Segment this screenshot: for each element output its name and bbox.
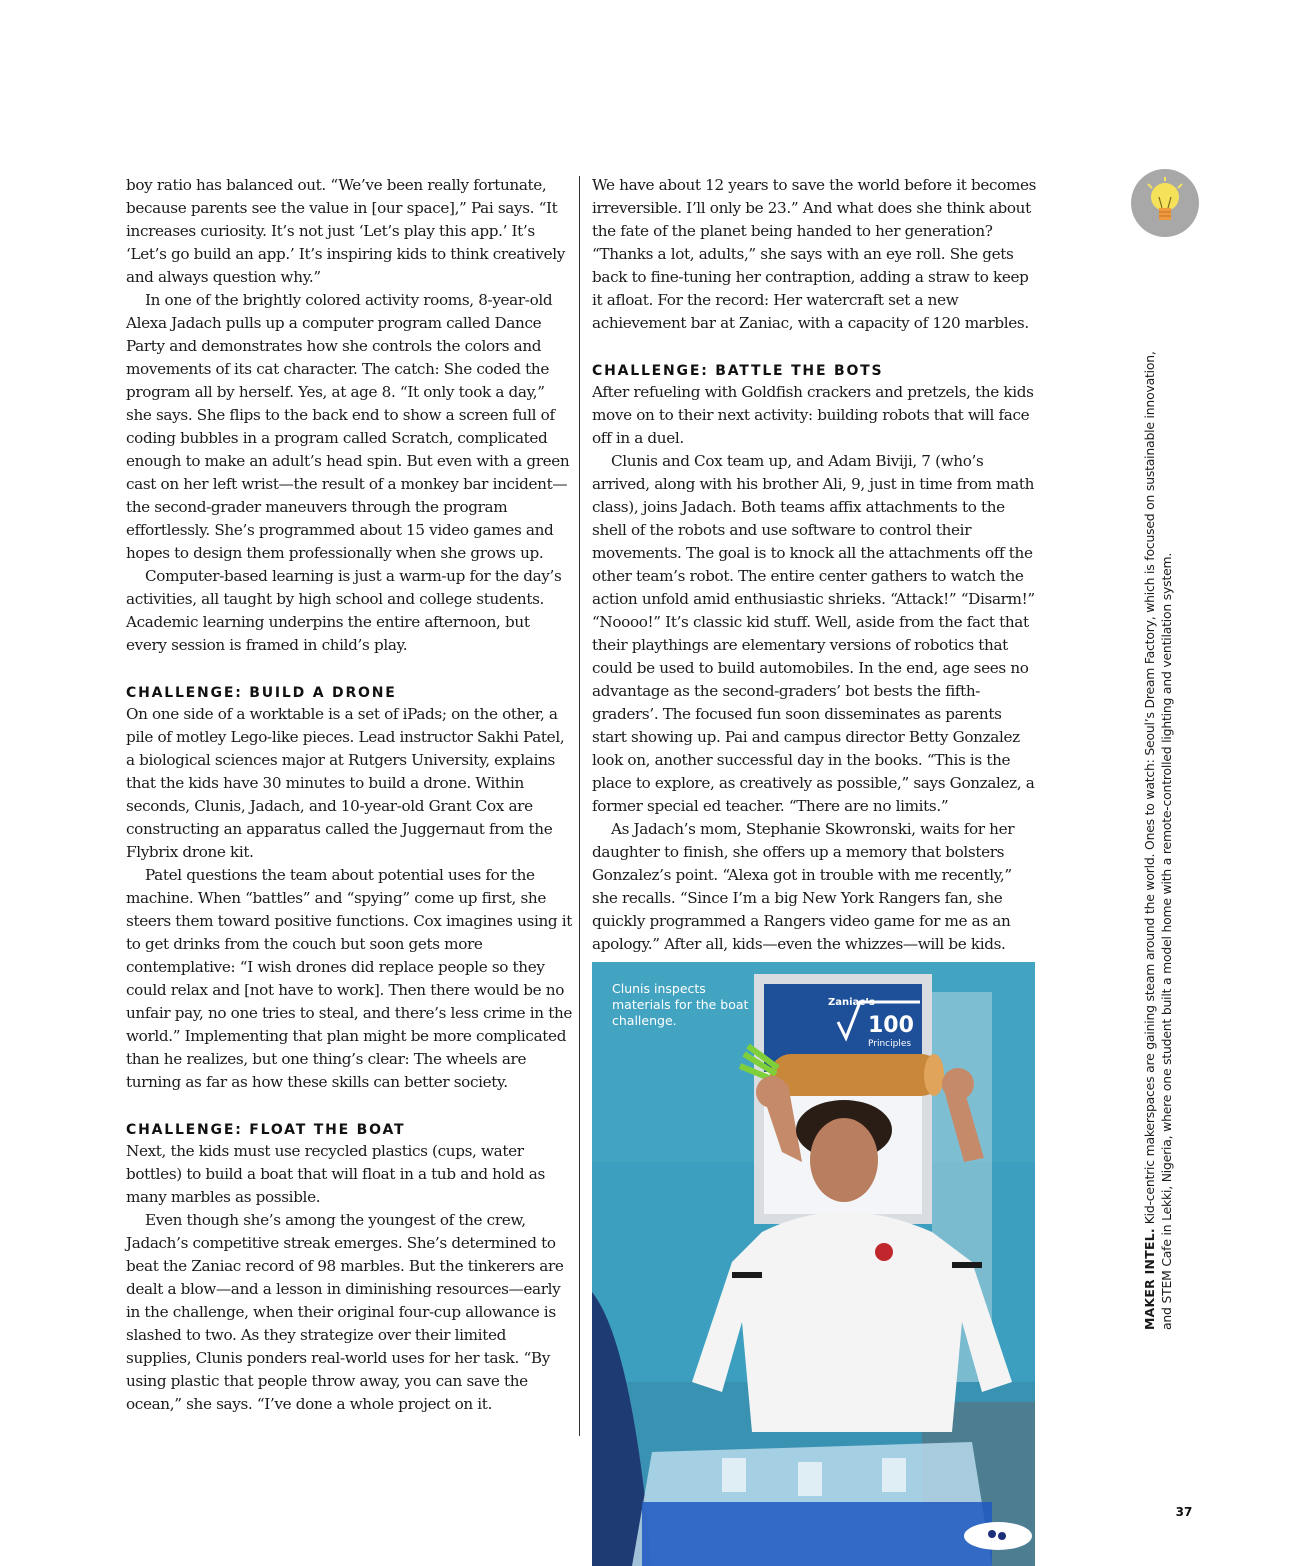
- poster-subtitle: Principles: [868, 1039, 912, 1049]
- section-heading-bots: CHALLENGE: BATTLE THE BOTS: [592, 363, 884, 379]
- paragraph: Computer-based learning is just a warm-up for the day’s activities, all taught by high school and college students. Academic learning underpins the entire afternoon, but every session is framed in child’s play.: [126, 567, 562, 654]
- paragraph: Clunis and Cox team up, and Adam Biviji, 7 (who’s arrived, along with his brother Ali, 9, just in time from math class), joins Jadach. Both teams affix attachments to the shell of the robots and use software to control their movements. The goal is to knock all the attachments off the other team’s robot. The entire center gathers to watch the action unfold amid enthusiastic shrieks. “Attack!” “Disarm!” “Noooo!” It’s classic kid stuff. Well, aside from the fact that their playthings are elementary versions of robotics that could be used to build automobiles. In the end, age sees no advantage as the second-graders’ bot bests the fifth-graders’. The focused fun soon disseminates as parents start showing up. Pai and campus director Betty Gonzalez look on, another successful day in the books. “This is the place to explore, as creatively as possible,” says Gonzalez, a former special ed teacher. “There are no limits.”: [592, 452, 1035, 815]
- section-heading-drone: CHALLENGE: BUILD A DRONE: [126, 685, 397, 701]
- section-heading-boat: CHALLENGE: FLOAT THE BOAT: [126, 1122, 406, 1138]
- poster-brand: Zaniac’s: [828, 997, 875, 1008]
- paragraph: On one side of a worktable is a set of iPads; on the other, a pile of motley Lego-like pieces. Lead instructor Sakhi Patel, a biological sciences major at Rutgers University, explains that the kids have 30 minutes to build a drone. Within seconds, Clunis, Jadach, and 10-year-old Grant Cox are constructing an apparatus called the Juggernaut from the Flybrix drone kit.: [126, 705, 565, 861]
- paragraph: Patel questions the team about potential uses for the machine. When “battles” and “spying” come up first, she steers them toward positive functions. Cox imagines using it to get drinks from the couch but soon gets more contemplative: “I wish drones did replace people so they could relax and [not have to work]. Then there would be no unfair pay, no one tries to steal, and there’s less crime in the world.” Implementing that plan might be more complicated than he realizes, but one thing’s clear: The wheels are turning as far as how these skills can better society.: [126, 866, 573, 1091]
- sidebar-body: Kid-centric makerspaces are gaining steam around the world. Ones to watch: Seoul’s Dream Factory, which is focused on sustainable innovation, and STEM Cafe in Lekki, Nigeria, where one student built a model home with a remote-controlled lighting and ventilation system.: [1142, 351, 1174, 1330]
- column-divider: [579, 176, 580, 1436]
- cardboard-tube: [770, 1054, 942, 1096]
- sidebar-maker-intel: [1141, 330, 1187, 1330]
- lightbulb-icon: [1130, 168, 1200, 238]
- photo-illustration: [592, 962, 1035, 1566]
- poster-number: 100: [868, 1013, 914, 1038]
- page-number: 37: [1175, 1505, 1193, 1519]
- paragraph: In one of the brightly colored activity rooms, 8-year-old Alexa Jadach pulls up a computer program called Dance Party and demonstrates how she controls the colors and movements of its cat character. The catch: She coded the program all by herself. Yes, at age 8. “It only took a day,” she says. She flips to the back end to show a screen full of coding bubbles in a program called Scratch, complicated enough to make an adult’s head spin. But even with a green cast on her left wrist—the result of a monkey bar incident—the second-grader maneuvers through the program effortlessly. She’s programmed about 15 video games and hopes to design them professionally when she grows up.: [126, 291, 570, 562]
- sidebar-label: MAKER INTEL.: [1142, 1228, 1157, 1330]
- rose-emblem-icon: [875, 1243, 893, 1261]
- photo-caption: Clunis inspects materials for the boat challenge.: [612, 981, 749, 1028]
- paragraph: Even though she’s among the youngest of the crew, Jadach’s competitive streak emerges. She’s determined to beat the Zaniac record of 98 marbles. But the tinkerers are dealt a blow—and a lesson in diminishing resources—early in the challenge, when their original four-cup allowance is slashed to two. As they strategize over their limited supplies, Clunis ponders real-world uses for her task. “By using plastic that people throw away, you can save the ocean,” she says. “I’ve done a whole project on it.: [126, 1211, 564, 1413]
- face: [810, 1118, 878, 1202]
- paragraph: boy ratio has balanced out. “We’ve been really fortunate, because parents see the value in [our space],” Pai says. “It increases curiosity. It’s not just ‘Let’s play this app.’ It’s ‘Let’s go build an app.’ It’s inspiring kids to think creatively and always question why.”: [126, 176, 565, 286]
- paragraph: We have about 12 years to save the world before it becomes irreversible. I’ll only be 23.” And what does she think about the fate of the planet being handed to her generation? “Thanks a lot, adults,” she says with an eye roll. She gets back to fine-tuning her contraption, adding a straw to keep it afloat. For the record: Her watercraft set a new achievement bar at Zaniac, with a capacity of 120 marbles.: [592, 176, 1037, 332]
- article-photo: [592, 962, 1035, 1566]
- paragraph: After refueling with Goldfish crackers and pretzels, the kids move on to their next activity: building robots that will face off in a duel.: [592, 383, 1034, 447]
- article-column-left: [126, 174, 574, 1416]
- article-column-middle: [592, 174, 1040, 956]
- paragraph: As Jadach’s mom, Stephanie Skowronski, waits for her daughter to finish, she offers up a memory that bolsters Gonzalez’s point. “Alexa got in trouble with me recently,” she recalls. “Since I’m a big New York Rangers fan, she quickly programmed a Rangers video game for me as an apology.” After all, kids—even the whizzes—will be kids.: [592, 820, 1015, 953]
- paragraph: Next, the kids must use recycled plastics (cups, water bottles) to build a boat that will float in a tub and hold as many marbles as possible.: [126, 1142, 545, 1206]
